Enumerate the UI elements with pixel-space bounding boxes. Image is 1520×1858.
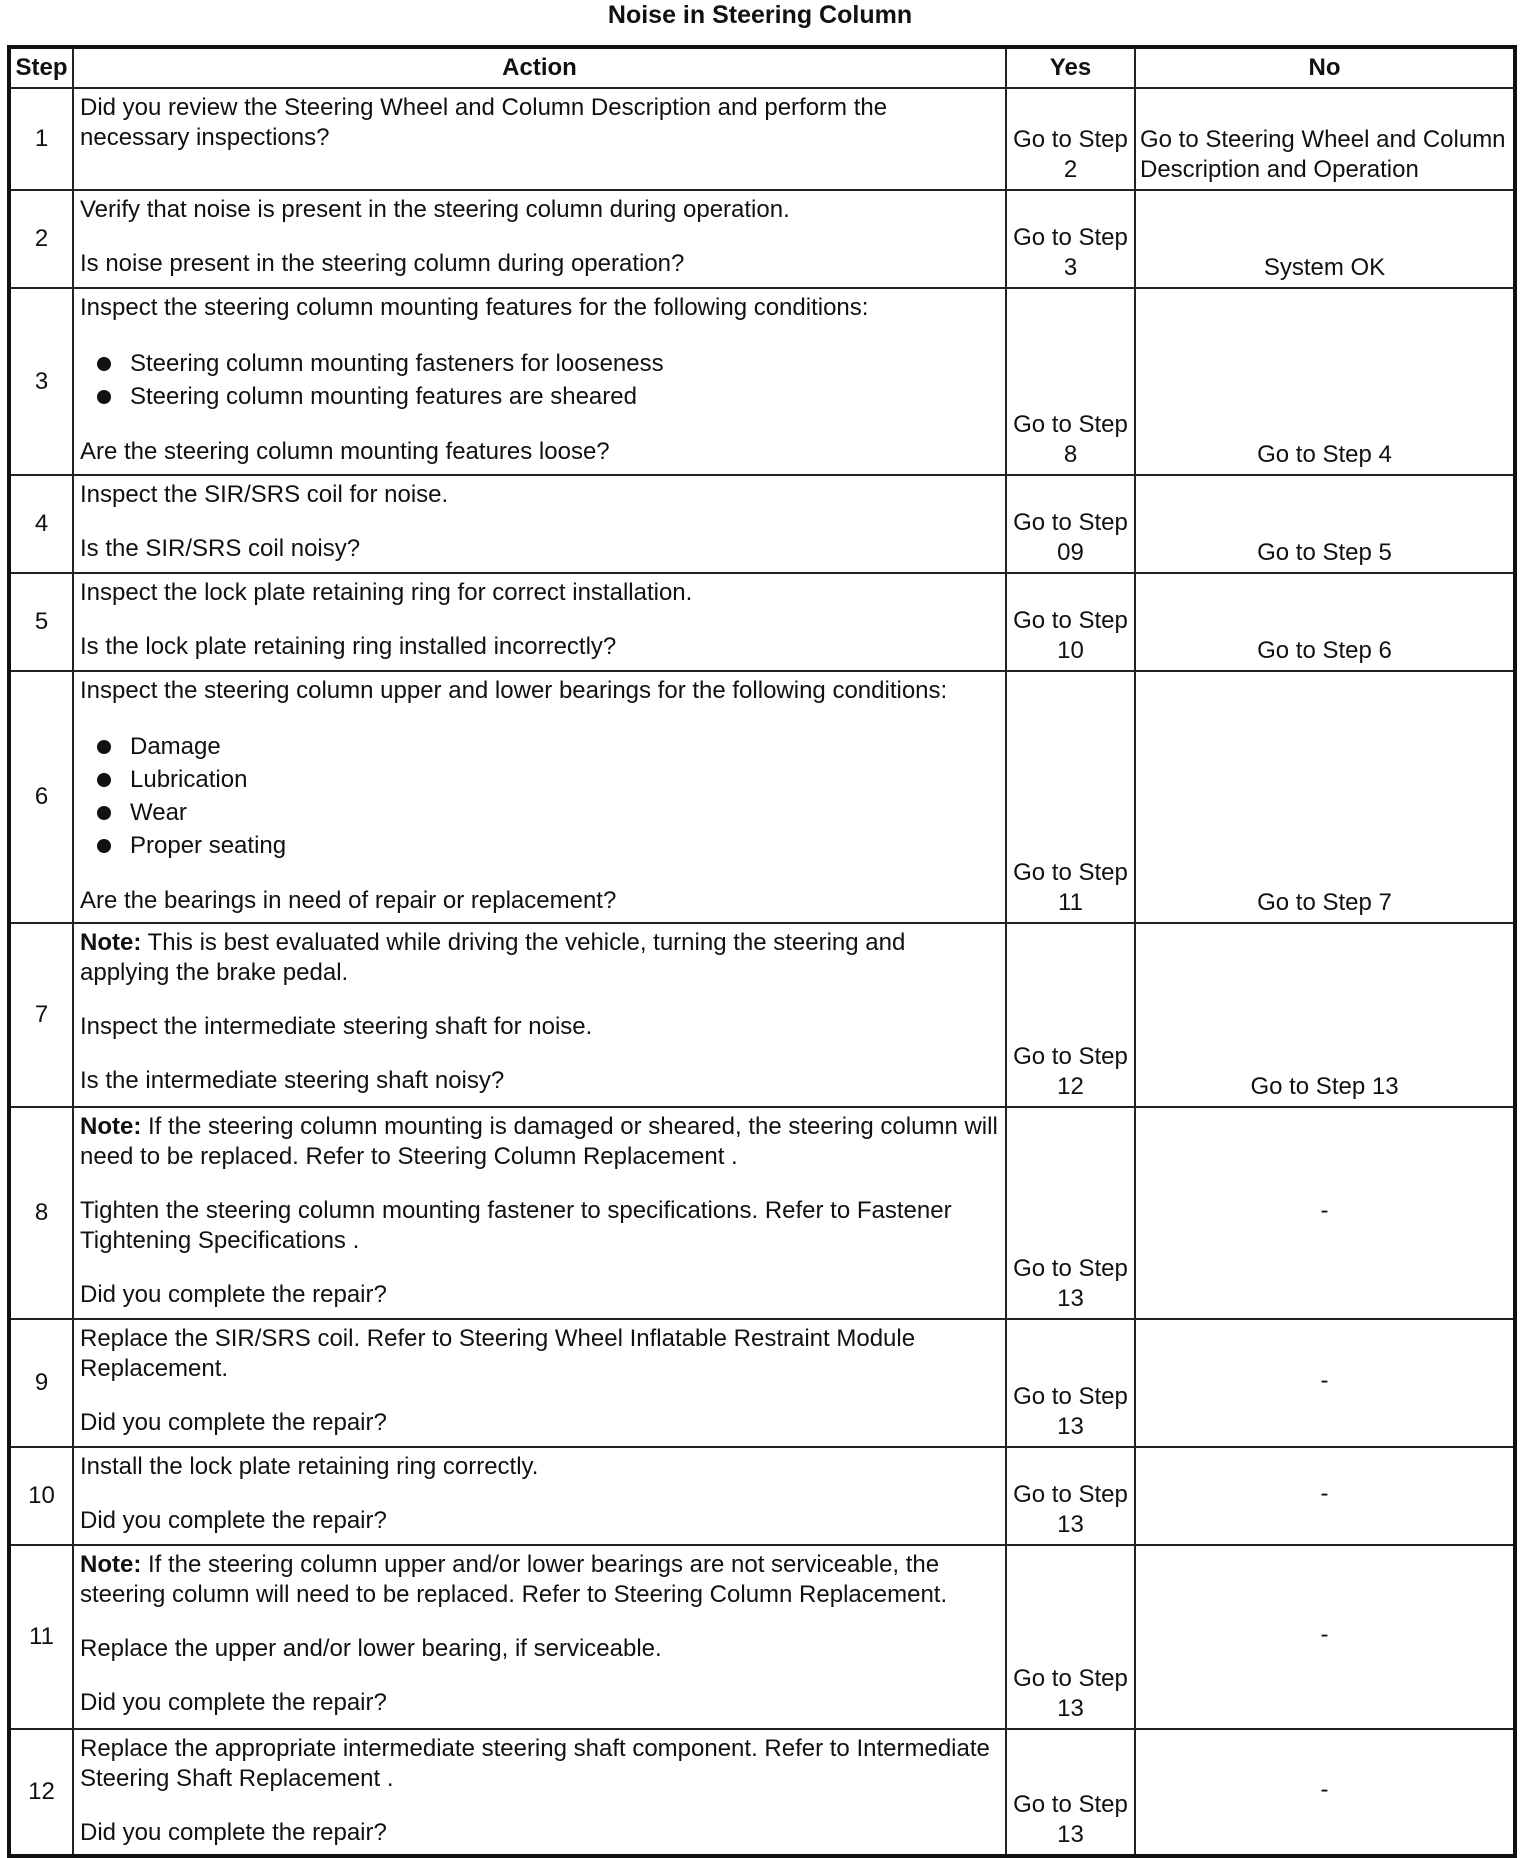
note-label: Note: [80, 929, 142, 956]
condition-list-item: Damage [92, 730, 999, 763]
action-paragraph [80, 249, 999, 279]
paragraph-text: This is best evaluated while driving the vehicle, turning the steering and applying the brake pedal. [80, 929, 906, 986]
action-cell [73, 88, 1006, 190]
note-paragraph [80, 928, 999, 988]
step-number: 3 [9, 288, 73, 475]
yes-result: Go to Step 2 [1006, 88, 1135, 190]
yes-result: Go to Step 13 [1006, 1545, 1135, 1729]
table-row [9, 190, 1515, 288]
action-paragraph [80, 1280, 999, 1310]
condition-list-item: Proper seating [92, 829, 999, 862]
no-result: Go to Step 5 [1135, 475, 1515, 573]
paragraph-text: Did you complete the repair? [80, 1507, 387, 1534]
table-row [9, 1107, 1515, 1319]
paragraph-text: Did you review the Steering Wheel and Column Description and perform the necessary inspections? [80, 94, 888, 151]
step-number: 5 [9, 573, 73, 671]
paragraph-text: Is the SIR/SRS coil noisy? [80, 535, 361, 562]
step-number: 8 [9, 1107, 73, 1319]
action-paragraph [80, 1734, 999, 1794]
diagnostic-table [7, 45, 1517, 1858]
note-paragraph [80, 1112, 999, 1172]
step-number: 9 [9, 1319, 73, 1447]
yes-result: Go to Step 13 [1006, 1107, 1135, 1319]
header-no: No [1135, 47, 1515, 88]
action-cell [73, 1319, 1006, 1447]
paragraph-text: Verify that noise is present in the steering column during operation. [80, 196, 790, 223]
action-paragraph [80, 1066, 999, 1096]
yes-result: Go to Step 13 [1006, 1319, 1135, 1447]
table-row [9, 1729, 1515, 1856]
header-yes: Yes [1006, 47, 1135, 88]
action-paragraph [80, 1818, 999, 1848]
step-number: 1 [9, 88, 73, 190]
paragraph-text: Inspect the SIR/SRS coil for noise. [80, 481, 449, 508]
paragraph-text: Did you complete the repair? [80, 1281, 387, 1308]
no-result: Go to Step 7 [1135, 671, 1515, 923]
table-header-row [9, 47, 1515, 88]
condition-list-item: Lubrication [92, 763, 999, 796]
yes-result: Go to Step 8 [1006, 288, 1135, 475]
step-number: 6 [9, 671, 73, 923]
action-paragraph [80, 293, 999, 323]
action-paragraph [80, 676, 999, 706]
no-result: - [1135, 1107, 1515, 1319]
no-result: - [1135, 1319, 1515, 1447]
no-result: Go to Step 6 [1135, 573, 1515, 671]
paragraph-text: Tighten the steering column mounting fastener to specifications. Refer to Fastener Tightening Specifications . [80, 1197, 952, 1254]
paragraph-text: If the steering column upper and/or lower bearings are not serviceable, the steering column will need to be replaced. Refer to Steering Column Replacement. [80, 1551, 948, 1608]
condition-list-item: Wear [92, 796, 999, 829]
paragraph-text: Are the steering column mounting features loose? [80, 438, 610, 465]
yes-result: Go to Step 09 [1006, 475, 1135, 573]
action-paragraph [80, 1506, 999, 1536]
yes-result: Go to Step 13 [1006, 1729, 1135, 1856]
table-row [9, 1319, 1515, 1447]
no-result: Go to Steering Wheel and Column Description and Operation [1135, 88, 1515, 190]
action-paragraph [80, 480, 999, 510]
note-label: Note: [80, 1551, 142, 1578]
yes-result: Go to Step 11 [1006, 671, 1135, 923]
table-row [9, 288, 1515, 475]
no-result: - [1135, 1447, 1515, 1545]
step-number: 12 [9, 1729, 73, 1856]
paragraph-text: If the steering column mounting is damaged or sheared, the steering column will need to be replaced. Refer to Steering Column Replacement . [80, 1113, 998, 1170]
action-cell [73, 190, 1006, 288]
yes-result: Go to Step 3 [1006, 190, 1135, 288]
paragraph-text: Is noise present in the steering column during operation? [80, 250, 685, 277]
table-row [9, 475, 1515, 573]
paragraph-text: Is the intermediate steering shaft noisy? [80, 1067, 505, 1094]
paragraph-text: Did you complete the repair? [80, 1409, 387, 1436]
table-row [9, 923, 1515, 1107]
paragraph-text: Replace the appropriate intermediate steering shaft component. Refer to Intermediate Steering Shaft Replacement . [80, 1735, 990, 1792]
action-cell [73, 1447, 1006, 1545]
table-row [9, 671, 1515, 923]
yes-result: Go to Step 13 [1006, 1447, 1135, 1545]
paragraph-text: Is the lock plate retaining ring installed incorrectly? [80, 633, 617, 660]
action-paragraph [80, 1324, 999, 1384]
action-paragraph [80, 1688, 999, 1718]
paragraph-text: Did you complete the repair? [80, 1689, 387, 1716]
paragraph-text: Install the lock plate retaining ring correctly. [80, 1453, 539, 1480]
no-result: - [1135, 1545, 1515, 1729]
action-cell [73, 573, 1006, 671]
action-cell [73, 923, 1006, 1107]
action-paragraph [80, 195, 999, 225]
action-cell [73, 671, 1006, 923]
action-cell [73, 475, 1006, 573]
step-number: 7 [9, 923, 73, 1107]
action-cell [73, 1107, 1006, 1319]
paragraph-text: Inspect the intermediate steering shaft for noise. [80, 1013, 593, 1040]
action-cell [73, 1545, 1006, 1729]
header-step: Step [9, 47, 73, 88]
step-number: 2 [9, 190, 73, 288]
paragraph-text: Replace the SIR/SRS coil. Refer to Steering Wheel Inflatable Restraint Module Replacement. [80, 1325, 916, 1382]
paragraph-text: Did you complete the repair? [80, 1819, 387, 1846]
action-paragraph [80, 1634, 999, 1664]
action-paragraph [80, 1452, 999, 1482]
action-paragraph [80, 578, 999, 608]
condition-list-item: Steering column mounting fasteners for looseness [92, 347, 999, 380]
yes-result: Go to Step 10 [1006, 573, 1135, 671]
action-paragraph [80, 632, 999, 662]
step-number: 10 [9, 1447, 73, 1545]
paragraph-text: Inspect the steering column upper and lower bearings for the following conditions: [80, 677, 948, 704]
action-paragraph [80, 1408, 999, 1438]
paragraph-text: Inspect the steering column mounting features for the following conditions: [80, 294, 869, 321]
table-row [9, 88, 1515, 190]
no-result: Go to Step 13 [1135, 923, 1515, 1107]
action-paragraph [80, 437, 999, 467]
step-number: 11 [9, 1545, 73, 1729]
table-row [9, 573, 1515, 671]
note-label: Note: [80, 1113, 142, 1140]
action-paragraph [80, 886, 999, 916]
action-paragraph [80, 1012, 999, 1042]
table-body [9, 88, 1515, 1856]
paragraph-text: Inspect the lock plate retaining ring for correct installation. [80, 579, 693, 606]
action-paragraph [80, 534, 999, 564]
action-paragraph [80, 93, 999, 153]
table-row [9, 1545, 1515, 1729]
action-paragraph [80, 1196, 999, 1256]
paragraph-text: Are the bearings in need of repair or replacement? [80, 887, 617, 914]
no-result: - [1135, 1729, 1515, 1856]
step-number: 4 [9, 475, 73, 573]
yes-result: Go to Step 12 [1006, 923, 1135, 1107]
no-result: System OK [1135, 190, 1515, 288]
note-paragraph [80, 1550, 999, 1610]
action-cell [73, 288, 1006, 475]
header-action: Action [73, 47, 1006, 88]
page-title: Noise in Steering Column [607, 1, 913, 29]
table-row [9, 1447, 1515, 1545]
condition-list-item: Steering column mounting features are sheared [92, 380, 999, 413]
action-cell [73, 1729, 1006, 1856]
no-result: Go to Step 4 [1135, 288, 1515, 475]
paragraph-text: Replace the upper and/or lower bearing, if serviceable. [80, 1635, 662, 1662]
condition-list [80, 347, 999, 413]
condition-list [80, 730, 999, 862]
